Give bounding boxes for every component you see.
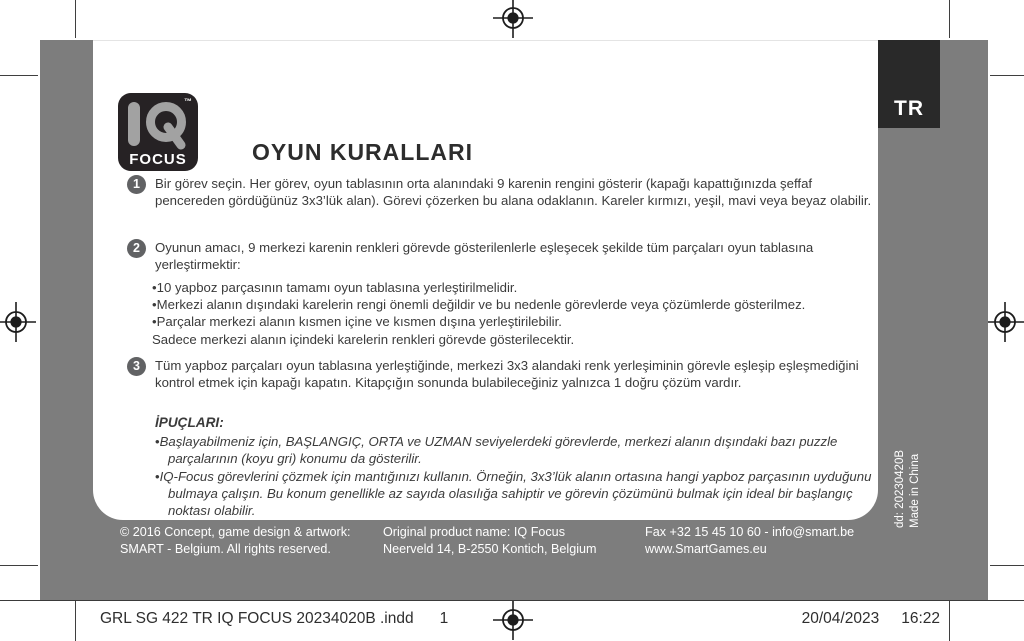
rule-note: Sadece merkezi alanın içindeki karelerin renkleri görevde gösterilecektir.	[152, 332, 575, 347]
crop-mark-left-top	[0, 75, 38, 76]
tips-section	[155, 414, 875, 519]
footer-copyright-line1: © 2016 Concept, game design & artwork:	[120, 525, 351, 539]
footer-copyright	[120, 524, 351, 557]
step-3-badge: 3	[127, 357, 146, 376]
step-2-badge: 2	[127, 239, 146, 258]
tips-heading: İPUÇLARI:	[155, 415, 224, 430]
crop-mark-left-bottom	[0, 565, 38, 566]
imprint-filename-block	[100, 610, 448, 628]
production-note	[893, 388, 927, 528]
rule-bullet-list	[152, 279, 874, 331]
footer-contact-line2: www.SmartGames.eu	[645, 541, 767, 556]
crop-mark-right-top	[990, 75, 1024, 76]
imprint-filename: GRL SG 422 TR IQ FOCUS 20234020B .indd	[100, 610, 414, 627]
crop-mark-bottom-left	[75, 601, 76, 641]
production-code: dd: 20230420B	[894, 449, 906, 528]
tip-item-1: • Başlayabilmeniz için, BAŞLANGIÇ, ORTA ve UZMAN seviyelerdeki görevlerde, merkezi alanın dışındaki bazı puzzle parçalarının (koyu gri) konumu da gösterilir.	[155, 433, 875, 467]
footer-copyright-line2: SMART - Belgium. All rights reserved.	[120, 541, 331, 556]
rule-bullet-2: • Merkezi alanın dışındaki karelerin rengi önemli değildir ve bu nedenle görevlerde veya çözümlerde gösterilmez.	[152, 296, 874, 313]
footer-product-line1: Original product name: IQ Focus	[383, 525, 565, 539]
imprint-datetime-block	[802, 610, 940, 628]
step-3-text: Tüm yapboz parçaları oyun tablasına yerleştiğinde, merkezi 3x3 alandaki renk yerleşiminin görevle eşleşip eşleşmediğini kontrol etmek için kapağı kapatın. Kitapçığın sonunda bulabileceğiniz yalnızca 1 doğru çözüm vardır.	[155, 358, 859, 391]
language-tab-label: TR	[894, 97, 924, 120]
footer-product-line2: Neerveld 14, B-2550 Kontich, Belgium	[383, 541, 597, 556]
rule-step-2	[127, 239, 872, 273]
booklet-page	[40, 40, 988, 600]
registration-mark-bottom	[493, 600, 533, 640]
rules-card	[93, 40, 878, 520]
language-tab	[878, 40, 940, 128]
imprint-time: 16:22	[901, 610, 940, 627]
imprint-page-number: 1	[439, 610, 449, 627]
rule-step-3	[127, 357, 872, 391]
registration-mark-right	[985, 302, 1024, 342]
footer-product	[383, 524, 597, 557]
rule-step-1	[127, 175, 872, 209]
crop-mark-top-right	[949, 0, 950, 38]
imprint-date: 20/04/2023	[801, 610, 880, 627]
step-1-text: Bir görev seçin. Her görev, oyun tablasının orta alanındaki 9 karenin rengini gösterir (kapağı kapattığınızda şeffaf pencereden gördüğünüz 3x3’lük alan). Görevi çözerken bu alana odaklanın. Kareler kırmızı, yeşil, mavi veya beyaz olabilir.	[155, 176, 872, 209]
step-2-text: Oyunun amacı, 9 merkezi karenin renkleri görevde gösterilenlerle eşleşecek şekilde tüm parçaları oyun tablasına yerleştirmektir:	[155, 240, 814, 273]
tip-item-2: • IQ-Focus görevlerini çözmek için mantığınızı kullanın. Örneğin, 3x3’lük alanın ortasına hangi yapboz parçasının uyduğunu bulmaya çalışın. Bu konum genellikle az sayıda olasılığa sahiptir ve görevin çözümünü bulmak için ideal bir başlangıç noktası olabilir.	[155, 468, 875, 520]
rule-bullet-3: • Parçalar merkezi alanın kısmen içine ve kısmen dışına yerleştirilebilir.	[152, 313, 874, 330]
logo-letter-i	[128, 102, 140, 146]
registration-mark-left	[0, 302, 36, 342]
crop-mark-bottom-right	[949, 601, 950, 641]
step-1-badge: 1	[127, 175, 146, 194]
rule-bullet-1: • 10 yapboz parçasının tamamı oyun tablasına yerleştirilmelidir.	[152, 279, 874, 296]
logo-wordmark-focus: FOCUS	[129, 151, 187, 168]
crop-mark-right-bottom	[990, 565, 1024, 566]
imprint-divider	[0, 600, 1024, 601]
footer-contact	[645, 524, 854, 557]
footer-contact-line1: Fax +32 15 45 10 60 - info@smart.be	[645, 525, 855, 539]
logo-trademark: ™	[184, 97, 192, 106]
crop-mark-top-left	[75, 0, 76, 38]
iq-focus-logo	[118, 93, 200, 171]
registration-mark-top	[493, 0, 533, 38]
made-in-label: Made in China	[909, 453, 921, 528]
page-title: OYUN KURALLARI	[252, 139, 473, 165]
